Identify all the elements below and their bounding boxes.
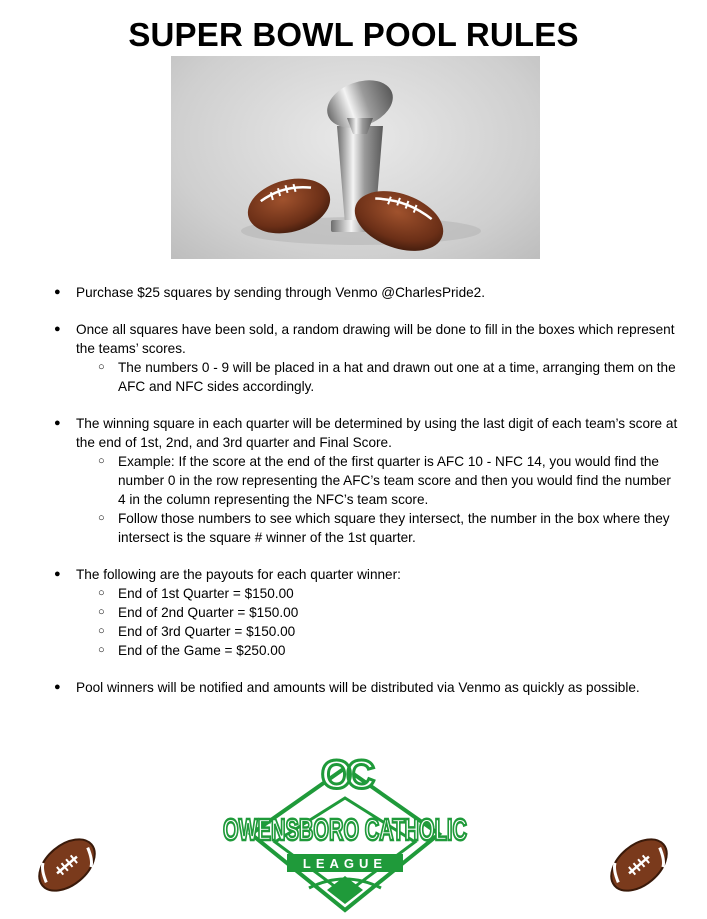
rule-item [0,678,707,697]
page-title: SUPER BOWL POOL RULES [128,16,579,53]
rule-text: Pool winners will be notified and amounts will be distributed via Venmo as quickly as possible. [76,680,640,695]
circle-bullet-icon: ○ [98,644,105,656]
rule-item [0,320,707,396]
logo-monogram: OC [321,753,369,797]
football-icon [32,830,102,900]
rule-text: The winning square in each quarter will be determined by using the last digit of each team’s score at the end of 1st, 2nd, and 3rd quarter and Final Score. [76,416,678,450]
circle-bullet-icon: ○ [98,606,105,618]
logo-name: OWENSBORO CATHOLIC [223,812,467,847]
bullet-icon: ● [54,323,61,335]
rule-item [0,414,707,547]
payout-item: ○ End of 1st Quarter = $150.00 [98,586,294,601]
bullet-icon: ● [54,286,61,298]
trophy-photo [171,56,540,259]
sub-item: ○ Example: If the score at the end of the first quarter is AFC 10 - NFC 14, you would find the number 0 in the row representing the AFC’s team score and then you would find the number 4 in the column representing the NFC’s team score. [98,454,671,507]
bullet-icon: ● [54,417,61,429]
bullet-icon: ● [54,681,61,693]
rule-text: Once all squares have been sold, a random drawing will be done to fill in the boxes which represent the teams’ scores. [76,322,675,356]
rule-text: Purchase $25 squares by sending through Venmo @CharlesPride2. [76,285,486,300]
rule-item [0,565,707,660]
rules-list [0,283,707,715]
circle-bullet-icon: ○ [98,512,105,524]
payout-item: ○ End of 3rd Quarter = $150.00 [98,624,296,639]
trophy-footballs-image [171,56,540,259]
circle-bullet-icon: ○ [98,587,105,599]
logo-league: LEAGUE [302,856,388,871]
sub-item: ○ Follow those numbers to see which square they intersect, the number in the box where they intersect is the square # winner of the 1st quarter. [98,511,670,545]
circle-bullet-icon: ○ [98,361,105,373]
rule-item [0,283,707,302]
bullet-icon: ● [54,568,61,580]
payout-item: ○ End of the Game = $250.00 [98,643,286,658]
owensboro-catholic-logo [217,738,473,916]
rule-text: The following are the payouts for each quarter winner: [76,567,401,582]
circle-bullet-icon: ○ [98,455,105,467]
football-icon [604,830,674,900]
sub-item: ○ The numbers 0 - 9 will be placed in a hat and drawn out one at a time, arranging them on the AFC and NFC sides accordingly. [98,360,676,394]
payout-item: ○ End of 2nd Quarter = $150.00 [98,605,299,620]
circle-bullet-icon: ○ [98,625,105,637]
